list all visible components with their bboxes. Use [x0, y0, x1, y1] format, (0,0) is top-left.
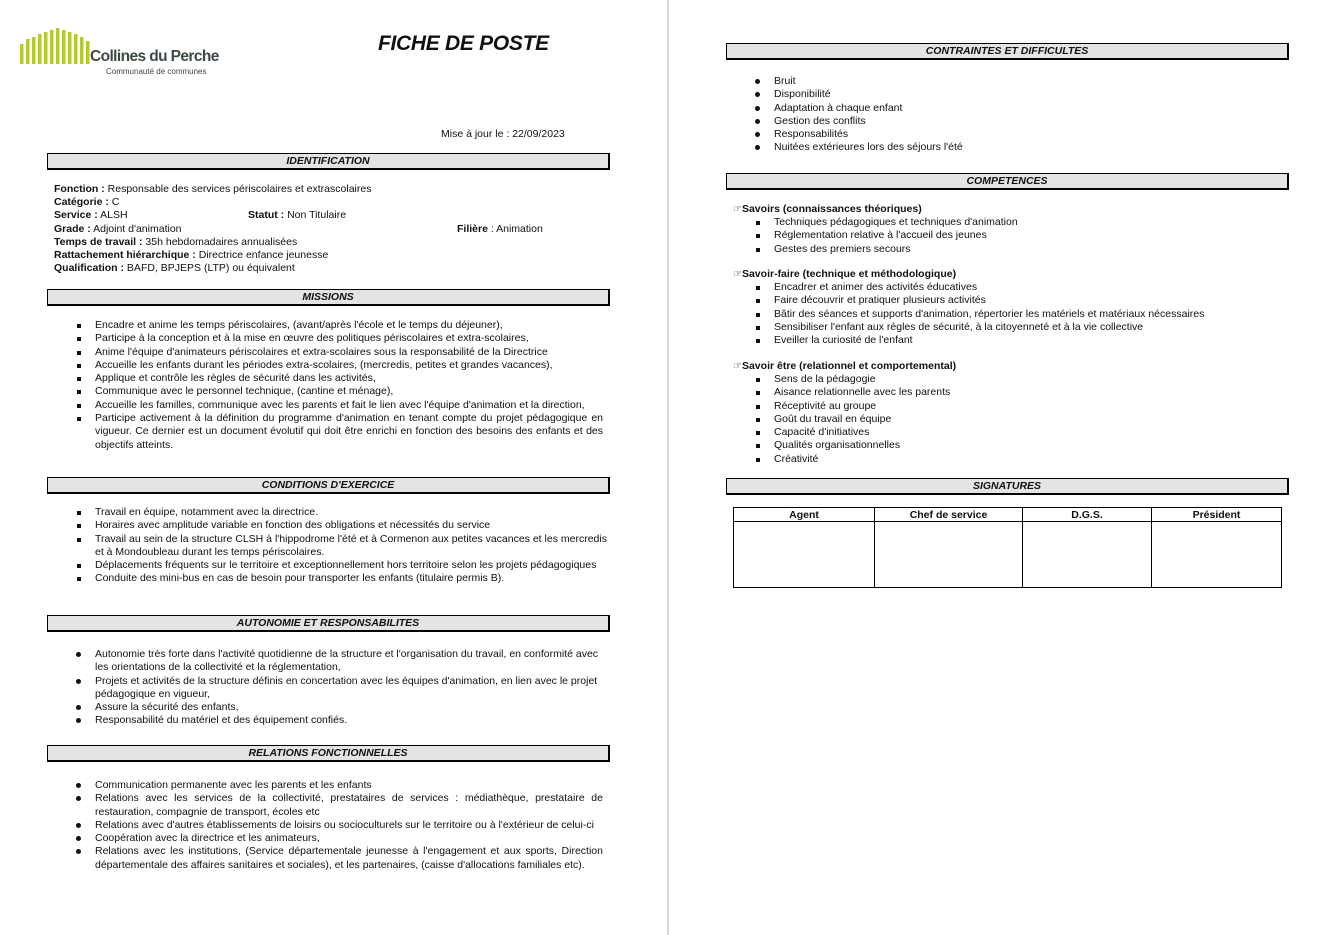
list-item: Autonomie très forte dans l'activité quotidienne de la structure et l'organisation du travail, en conformité avec les orientations de la collectivité et la réglementation, — [75, 648, 610, 675]
list-item: Adaptation à chaque enfant — [754, 102, 1274, 115]
list-item: Travail au sein de la structure CLSH à l'hippodrome l'été et à Cormenon aux petites vacances et les mercredis et à Mondoubleau durant les temps périscolaires. — [75, 533, 610, 560]
list-item: Créativité — [754, 453, 1284, 466]
list-item: Accueille les familles, communique avec les parents et fait le lien avec l'équipe d'animation et la direction, — [75, 399, 603, 412]
autonomie-list — [75, 648, 610, 728]
list-item: Techniques pédagogiques et techniques d'animation — [754, 216, 1284, 229]
hand-pointer-icon: ☞ — [733, 204, 742, 215]
savoir-etre-list — [754, 373, 1284, 466]
id-grade: Grade : Adjoint d'animation Filière : Animation — [54, 222, 543, 235]
sig-header-dgs: D.G.S. — [1023, 508, 1152, 522]
logo — [20, 28, 235, 80]
list-item: Relations avec d'autres établissements de loisirs ou socioculturels sur le territoire ou à l'extérieur de celui-ci — [75, 819, 603, 832]
list-item: Conduite des mini-bus en cas de besoin pour transporter les enfants (titulaire permis B). — [75, 572, 610, 585]
list-item: Responsabilité du matériel et des équipement confiés. — [75, 714, 610, 727]
identification-block — [54, 183, 614, 275]
logo-bars-icon — [20, 28, 90, 70]
list-item: Gestion des conflits — [754, 115, 1274, 128]
section-relations: RELATIONS FONCTIONNELLES — [47, 745, 610, 762]
relations-list — [75, 779, 603, 872]
id-service: Service : ALSH Statut : Non Titulaire — [54, 209, 347, 222]
list-item: Communique avec le personnel technique, (cantine et ménage), — [75, 385, 603, 398]
list-item: Horaires avec amplitude variable en fonction des obligations et nécessités du service — [75, 519, 610, 532]
hand-pointer-icon: ☞ — [733, 269, 742, 280]
logo-subtitle: Communauté de communes — [106, 67, 207, 76]
list-item: Qualités organisationnelles — [754, 439, 1284, 452]
contraintes-list — [754, 75, 1274, 155]
list-item: Déplacements fréquents sur le territoire et exceptionnellement hors territoire selon les projets pédagogiques — [75, 559, 610, 572]
page-divider — [667, 0, 669, 935]
list-item: Aisance relationnelle avec les parents — [754, 386, 1284, 399]
sig-header-chef: Chef de service — [875, 508, 1023, 522]
list-item: Eveiller la curiosité de l'enfant — [754, 334, 1294, 347]
list-item: Bruit — [754, 75, 1274, 88]
id-qualification: Qualification : BAFD, BPJEPS (LTP) ou équivalent — [54, 262, 295, 275]
signatures-table — [733, 507, 1282, 588]
savoirs-heading: ☞Savoirs (connaissances théoriques) — [733, 203, 922, 215]
id-statut: Statut : Non Titulaire — [248, 209, 347, 222]
list-item: Responsabilités — [754, 128, 1274, 141]
list-item: Réceptivité au groupe — [754, 400, 1284, 413]
list-item: Encadrer et animer des activités éducatives — [754, 281, 1294, 294]
id-temps: Temps de travail : 35h hebdomadaires annualisées — [54, 235, 298, 248]
conditions-list — [75, 506, 610, 586]
list-item: Gestes des premiers secours — [754, 243, 1284, 256]
list-item: Participe activement à la définition du programme d'animation en tenant compte du projet pédagogique en vigueur. Ce dernier est un document évolutif qui doit être enrichi en fonction des besoins des enfants et des objectifs atteints. — [75, 412, 603, 452]
savoir-faire-heading: ☞Savoir-faire (technique et méthodologique) — [733, 268, 957, 280]
sig-cell-agent[interactable] — [734, 522, 875, 588]
list-item: Assure la sécurité des enfants, — [75, 701, 610, 714]
sig-header-agent: Agent — [734, 508, 875, 522]
id-rattachement: Rattachement hiérarchique : Directrice enfance jeunesse — [54, 248, 329, 261]
list-item: Sensibiliser l'enfant aux règles de sécurité, à la citoyenneté et à la vie collective — [754, 321, 1294, 334]
missions-list — [75, 319, 603, 452]
list-item: Coopération avec la directrice et les animateurs, — [75, 832, 603, 845]
section-contraintes: CONTRAINTES ET DIFFICULTES — [726, 43, 1289, 60]
id-categorie: Catégorie : C — [54, 196, 120, 209]
savoirs-list — [754, 216, 1284, 256]
page-title: FICHE DE POSTE — [378, 32, 549, 55]
list-item: Anime l'équipe d'animateurs périscolaires et extra-scolaires sous la responsabilité de la Directrice — [75, 346, 603, 359]
list-item: Réglementation relative à l'accueil des jeunes — [754, 229, 1284, 242]
list-item: Faire découvrir et pratiquer plusieurs activités — [754, 294, 1294, 307]
sig-header-president: Président — [1152, 508, 1282, 522]
savoir-etre-heading: ☞Savoir être (relationnel et comportemental) — [733, 360, 957, 372]
list-item: Relations avec les institutions, (Service départementale jeunesse à l'engagement et aux sports, Direction départementale des affaires sanitaires et sociales), et les partenaires, (caisse d'allocations familiales etc). — [75, 845, 603, 872]
section-autonomie: AUTONOMIE ET RESPONSABILITES — [47, 615, 610, 632]
savoir-faire-list — [754, 281, 1294, 347]
list-item: Applique et contrôle les règles de sécurité dans les activités, — [75, 372, 603, 385]
list-item: Accueille les enfants durant les périodes extra-scolaires, (mercredis, petites et grandes vacances), — [75, 359, 603, 372]
list-item: Participe à la conception et à la mise en œuvre des politiques périscolaires et extra-scolaires, — [75, 332, 603, 345]
section-conditions: CONDITIONS D'EXERCICE — [47, 477, 610, 494]
list-item: Bâtir des séances et supports d'animation, répertorier les matériels et matériaux nécessaires — [754, 308, 1294, 321]
sig-cell-president[interactable] — [1152, 522, 1282, 588]
list-item: Encadre et anime les temps périscolaires, (avant/après l'école et le temps du déjeuner), — [75, 319, 603, 332]
list-item: Nuitées extérieures lors des séjours l'été — [754, 141, 1274, 154]
sig-cell-chef[interactable] — [875, 522, 1023, 588]
hand-pointer-icon: ☞ — [733, 361, 742, 372]
id-filiere: Filière : Animation — [457, 222, 543, 235]
list-item: Communication permanente avec les parents et les enfants — [75, 779, 603, 792]
list-item: Travail en équipe, notamment avec la directrice. — [75, 506, 610, 519]
list-item: Projets et activités de la structure définis en concertation avec les équipes d'animation, en lien avec le projet pédagogique en vigueur, — [75, 675, 610, 702]
update-date: Mise à jour le : 22/09/2023 — [441, 128, 565, 140]
list-item: Relations avec les services de la collectivité, prestataires de services : médiathèque, prestataire de restauration, compagnie de transport, écoles etc — [75, 792, 603, 819]
list-item: Capacité d'initiatives — [754, 426, 1284, 439]
section-missions: MISSIONS — [47, 289, 610, 306]
section-signatures: SIGNATURES — [726, 478, 1289, 495]
id-fonction: Fonction : Responsable des services périscolaires et extrascolaires — [54, 183, 372, 195]
sig-cell-dgs[interactable] — [1023, 522, 1152, 588]
section-competences: COMPETENCES — [726, 173, 1289, 190]
list-item: Disponibilité — [754, 88, 1274, 101]
list-item: Sens de la pédagogie — [754, 373, 1284, 386]
list-item: Goût du travail en équipe — [754, 413, 1284, 426]
logo-name: Collines du Perche — [90, 48, 219, 65]
section-identification: IDENTIFICATION — [47, 153, 610, 170]
